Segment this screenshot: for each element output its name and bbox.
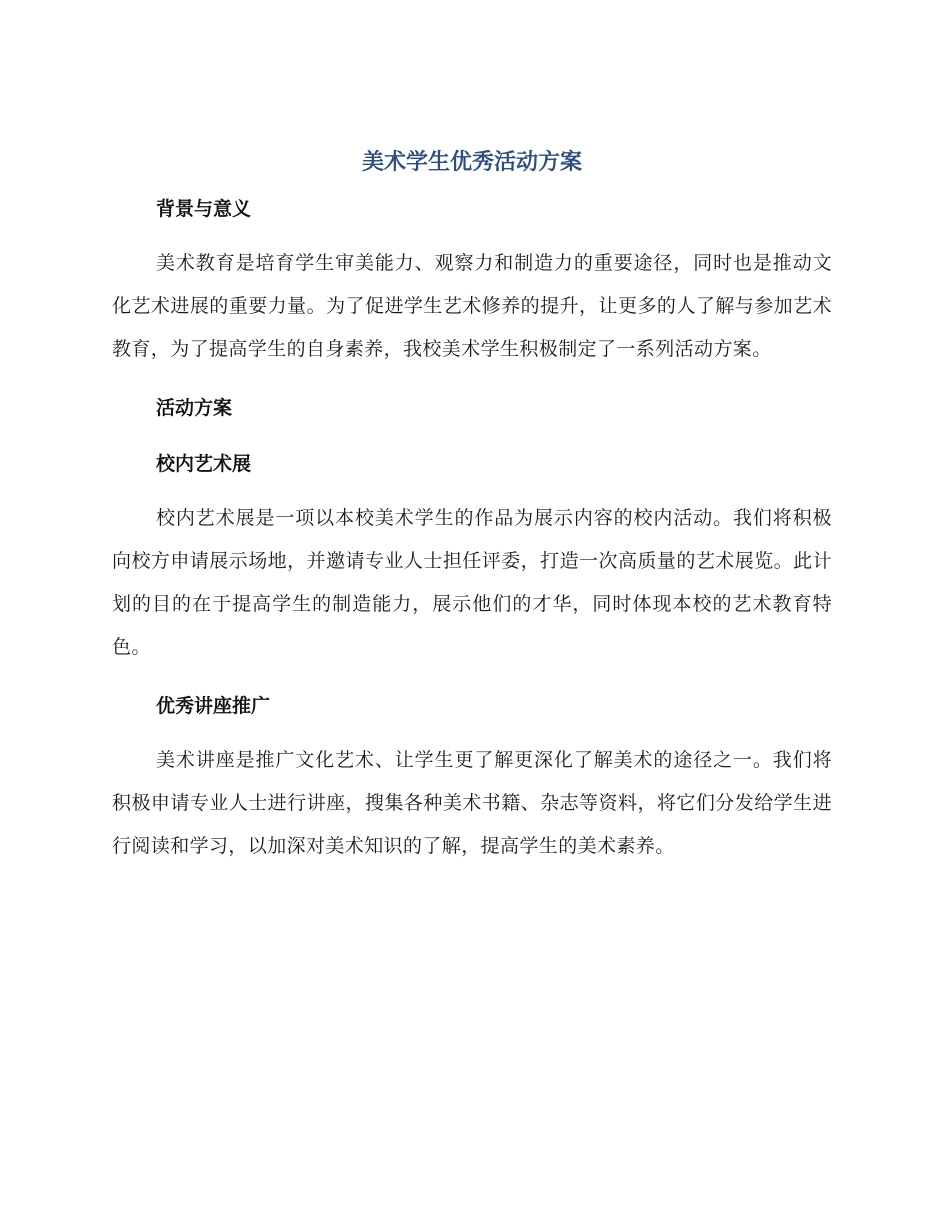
paragraph-campus-exhibition: 校内艺术展是一项以本校美术学生的作品为展示内容的校内活动。我们将积极向校方申请展示场地，并邀请专业人士担任评委，打造一次高质量的艺术展览。此计划的目的在于提高学生的制造能力，展示他们的才华，同时体现本校的艺术教育特色。 bbox=[112, 507, 832, 658]
paragraph-lecture-promotion: 美术讲座是推广文化艺术、让学生更了解更深化了解美术的途径之一。我们将积极申请专业人士进行讲座，搜集各种美术书籍、杂志等资料，将它们分发给学生进行阅读和学习，以加深对美术知识的了解，提高学生的美术素养。 bbox=[112, 749, 832, 857]
paragraph-background: 美术教育是培育学生审美能力、观察力和制造力的重要途径，同时也是推动文化艺术进展的重要力量。为了促进学生艺术修养的提升，让更多的人了解与参加艺术教育，为了提高学生的自身素养，我校美术学生积极制定了一系列活动方案。 bbox=[112, 252, 832, 360]
section-heading-background: 背景与意义 bbox=[156, 198, 252, 220]
section-heading-activity-plan: 活动方案 bbox=[156, 397, 233, 419]
subsection-heading-lecture-promotion: 优秀讲座推广 bbox=[156, 695, 271, 717]
document-page bbox=[112, 146, 832, 868]
subsection-heading-campus-exhibition: 校内艺术展 bbox=[156, 453, 252, 475]
document-title: 美术学生优秀活动方案 bbox=[361, 150, 582, 175]
